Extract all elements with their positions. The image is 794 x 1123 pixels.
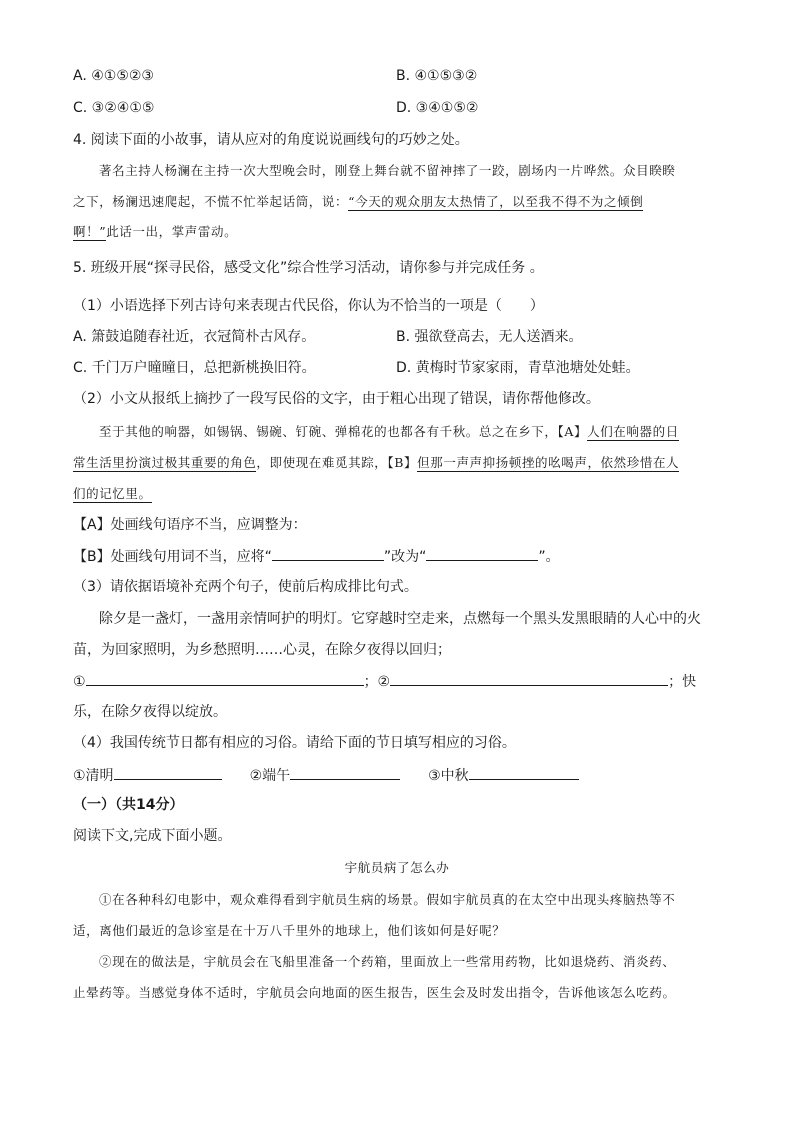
q5-opt-a: A. 箫鼓追随春社近，衣冠简朴古风存。 [73, 329, 316, 345]
answer-blank[interactable] [114, 765, 222, 780]
festival-zhongqiu: ③中秋 [428, 768, 469, 784]
q5-fix-a: 【A】处画线句语序不当，应调整为： [73, 517, 307, 533]
option-d: D. ③④①⑤② [396, 100, 479, 116]
answer-blank[interactable] [390, 671, 668, 686]
q5-opt-b: B. 强欲登高去，无人送酒来。 [396, 329, 583, 345]
option-c: C. ③②④①⑤ [73, 100, 155, 116]
article-p1-line2: 适，离他们最近的急诊室是在十万八千里外的地球上，他们该如何是好呢？ [73, 923, 506, 938]
section-heading: （一）（共14分） [73, 797, 184, 813]
article-p2-line1: ②现在的做法是，宇航员会在飞船里准备一个药箱，里面放上一些常用药物，比如退烧药、消炎药、 [99, 954, 676, 969]
q5-prompt: 5. 班级开展“探寻民俗，感受文化”综合性学习活动，请你参与并完成任务 。 [73, 260, 544, 276]
blank-line-end: ；快 [668, 674, 697, 690]
q4-story-line2 [73, 192, 643, 212]
q5-passage-line1-text: 至于其他的响器，如锡锅、锡碗、钉碗、弹棉花的也都各有千秋。总之在乡下，【A】 [99, 424, 588, 439]
blank-separator: ；② [363, 674, 391, 690]
article-p1-line1: ①在各种科幻电影中，观众难得看到宇航员生病的场景。假如宇航员真的在太空中出现头疼脑热等不 [99, 892, 676, 907]
q4-story-line3 [73, 222, 237, 242]
q5-sub1: （1）小语选择下列古诗句来表现古代民俗，你认为不恰当的一项是（ ） [73, 298, 544, 314]
q5-passage-line1 [99, 422, 679, 442]
q5-underline-b-start: 但那一声声抑扬顿挫的吆喝声，依然珍惜在人 [417, 455, 680, 470]
q5-fix-b-pre: 【B】处画线句用词不当，应将“ [73, 549, 272, 565]
q5-underline-a-start: 人们在响器的日 [587, 424, 679, 439]
q5-blank-line [73, 671, 696, 692]
q5-fix-b [73, 546, 560, 567]
answer-blank[interactable] [272, 546, 384, 561]
festival-qingming: ①清明 [73, 768, 114, 784]
answer-blank[interactable] [469, 765, 579, 780]
option-b: B. ④①⑤③② [396, 68, 478, 84]
q4-story-line2-text: 之下，杨澜迅速爬起，不慌不忙举起话筒，说： [73, 194, 349, 209]
q4-underlined-sentence-end: 啊！” [73, 224, 107, 239]
q5-underline-b-end: 们的记忆里。 [73, 486, 152, 501]
option-a: A. ④①⑤②③ [73, 68, 154, 84]
q5-underline-a-end: 常生活里扮演过极其重要的角色 [73, 455, 257, 470]
q5-para-line1: 除夕是一盏灯，一盏用亲情呵护的明灯。它穿越时空走来，点燃每一个黑头发黑眼睛的人心中的火 [99, 611, 701, 627]
q5-passage-line3 [73, 484, 152, 504]
q5-sub2: （2）小文从报纸上摘抄了一段写民俗的文字，由于粗心出现了错误，请你帮他修改。 [73, 391, 600, 407]
q4-story-line1: 著名主持人杨澜在主持一次大型晚会时，刚登上舞台就不留神摔了一跤，剧场内一片哗然。众目睽睽 [99, 163, 676, 178]
festival-duanwu: ②端午 [249, 768, 291, 784]
article-p2-line2: 止晕药等。当感觉身体不适时，宇航员会向地面的医生报告，医生会及时发出指令，告诉他该怎么吃药。 [73, 985, 676, 1000]
q5-sub4: （4）我国传统节日都有相应的习俗。请给下面的节日填写相应的习俗。 [73, 735, 516, 751]
blank-1-label: ① [73, 674, 86, 690]
q5-fix-b-mid: ”改为“ [383, 549, 427, 565]
q5-para-line2: 苗，为回家照明，为乡愁照明……心灵，在除夕夜得以回归； [73, 642, 451, 658]
q5-passage-line2-text: ，即使现在难觅其踪，【B】 [256, 455, 418, 470]
q4-underlined-sentence: “今天的观众朋友太热情了，以至我不得不为之倾倒 [348, 194, 644, 209]
q5-opt-c: C. 千门万户曈曈日，总把新桃换旧符。 [73, 360, 316, 376]
q5-festival-line [73, 765, 579, 786]
answer-blank[interactable] [86, 671, 364, 686]
answer-blank[interactable] [426, 546, 538, 561]
q5-opt-d: D. 黄梅时节家家雨，青草池塘处处蛙。 [396, 360, 640, 376]
q4-prompt: 4. 阅读下面的小故事，请从应对的角度说说画线句的巧妙之处。 [73, 132, 469, 148]
q5-passage-line2 [73, 453, 679, 473]
answer-blank[interactable] [290, 765, 400, 780]
q5-sub3: （3）请依据语境补充两个句子，使前后构成排比句式。 [73, 579, 418, 595]
article-title: 宇航员病了怎么办 [344, 860, 450, 875]
section-instruction: 阅读下文,完成下面小题。 [73, 828, 232, 844]
q5-para-line4: 乐，在除夕夜得以绽放。 [73, 704, 227, 720]
q5-fix-b-post: ”。 [538, 549, 560, 565]
q4-story-line3-text: 此话一出，掌声雷动。 [106, 224, 238, 239]
